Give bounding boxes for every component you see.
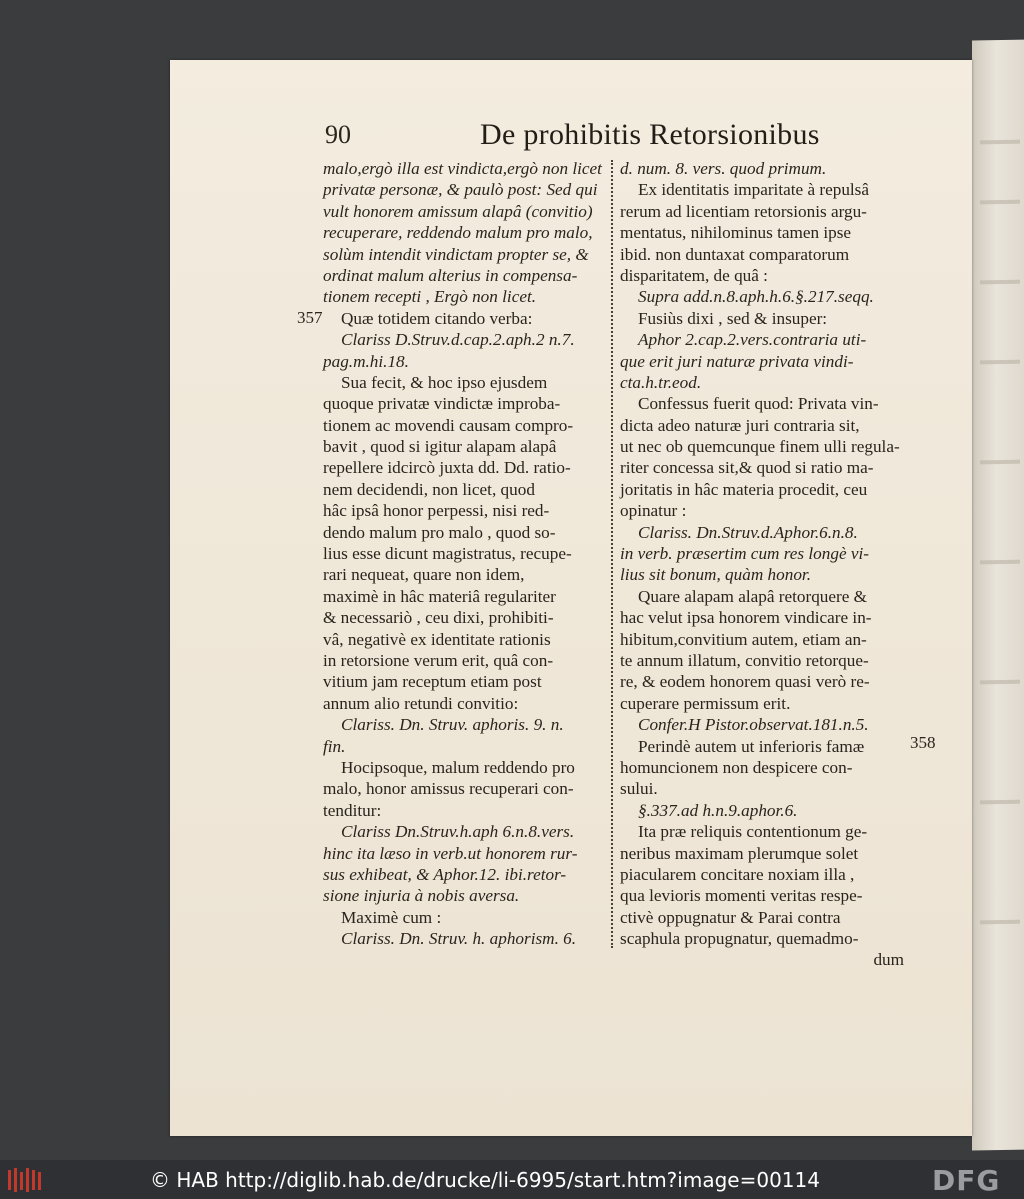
text-line: Sua fecit, & hoc ipso ejusdem (341, 372, 548, 392)
text-line: Ex identitatis imparitate à repulsâ (638, 180, 869, 200)
text-line: quoque privatæ vindictæ improba- (323, 394, 561, 414)
text-line: Quæ totidem citando verba: (341, 308, 533, 328)
text-line: nem decidendi, non licet, quod (323, 479, 535, 499)
text-line: in verb. præsertim cum res longè vi- (620, 544, 870, 564)
text-line: joritatis in hâc materia procedit, ceu (620, 479, 868, 499)
column-divider (611, 160, 614, 948)
text-line: repellere idcircò juxta dd. Dd. ratio- (323, 458, 571, 478)
text-line: malo, honor amissus recuperari con- (323, 779, 574, 799)
copyright-link[interactable]: © HAB http://diglib.hab.de/drucke/li-6995/start.htm?image=00114 (150, 1168, 820, 1192)
text-line: piacularem concitare noxiam illa , (620, 864, 855, 884)
text-line: rari nequeat, quare non idem, (323, 565, 525, 585)
text-line: Quare alapam alapâ retorquere & (638, 586, 868, 606)
text-line: in retorsione verum erit, quâ con- (323, 650, 554, 670)
text-line: vitium jam receptum etiam post (323, 672, 542, 692)
text-line: Hocipsoque, malum reddendo pro (341, 757, 575, 777)
text-line: te annum illatum, convitio retorque- (620, 650, 869, 670)
text-line: sione injuria à nobis aversa. (323, 886, 520, 906)
margin-note-left: 357 (297, 308, 323, 327)
text-line: solùm intendit vindictam propter se, & (323, 244, 589, 264)
page-number: 90 (325, 120, 351, 149)
viewer-footer (0, 1160, 1024, 1199)
text-line: ordinat malum alterius in compensa- (323, 265, 578, 285)
text-line: hâc ipsâ honor perpessi, nisi red- (323, 501, 550, 521)
text-line: & necessariò , ceu dixi, prohibiti- (323, 608, 554, 628)
text-line: bavit , quod si igitur alapam alapâ (323, 437, 557, 457)
text-line: mentatus, nihilominus tamen ipse (620, 223, 852, 243)
text-line: neribus maximam plerumque solet (620, 843, 859, 863)
hab-logo-icon (6, 1166, 46, 1194)
text-line: tenditur: (323, 800, 382, 820)
text-line: Maximè cum : (341, 907, 442, 927)
text-line: ibid. non duntaxat comparatorum (620, 244, 850, 264)
margin-note-right: 358 (910, 733, 936, 752)
text-line: hac velut ipsa honorem vindicare in- (620, 608, 872, 628)
text-line: Clariss. Dn.Struv.d.Aphor.6.n.8. (638, 522, 858, 542)
facing-page-edge (972, 39, 1024, 1150)
text-line: fin. (323, 736, 346, 756)
text-line: Confer.H Pistor.observat.181.n.5. (638, 715, 869, 735)
text-line: Ita præ reliquis contentionum ge- (638, 822, 868, 842)
text-line: sului. (620, 779, 658, 799)
right-column (620, 158, 908, 971)
text-line: dendo malum pro malo , quod so- (323, 522, 556, 542)
text-line: rerum ad licentiam retorsionis argu- (620, 201, 867, 221)
text-line: malo,ergò illa est vindicta,ergò non licet (323, 159, 602, 178)
text-line: vâ, negativè ex identitate rationis (323, 629, 551, 649)
text-line: ut nec ob quemcunque finem ulli regula- (620, 437, 900, 457)
text-line: Clariss. Dn. Struv. aphoris. 9. n. (341, 715, 564, 735)
text-line: qua levioris momenti veritas respe- (620, 886, 863, 906)
text-line: riter concessa sit,& quod si ratio ma- (620, 458, 874, 478)
text-line: privatæ personæ, & paulò post: Sed qui (323, 180, 598, 200)
text-line: cuperare permissum erit. (620, 693, 791, 713)
running-title: De prohibitis Retorsionibus (480, 118, 820, 151)
text-line: §.337.ad h.n.9.aphor.6. (638, 800, 798, 820)
text-line: cta.h.tr.eod. (620, 372, 702, 392)
text-line: d. num. 8. vers. quod primum. (620, 159, 827, 178)
text-line: Aphor 2.cap.2.vers.contraria uti- (638, 330, 867, 350)
text-line: dicta adeo naturæ juri contraria sit, (620, 415, 860, 435)
text-line: recuperare, reddendo malum pro malo, (323, 223, 593, 243)
text-line: scaphula propugnatur, quemadmo- (620, 929, 859, 949)
text-line: Confessus fuerit quod: Privata vin- (638, 394, 879, 414)
text-line: Fusiùs dixi , sed & insuper: (638, 308, 828, 328)
text-line: hinc ita læso in verb.ut honorem rur- (323, 843, 578, 863)
text-line: vult honorem amissum alapâ (convitio) (323, 201, 593, 221)
page-header (325, 118, 945, 158)
text-line: sus exhibeat, & Aphor.12. ibi.retor- (323, 864, 567, 884)
text-line: hibitum,convitium autem, etiam an- (620, 629, 867, 649)
text-line: Perindè autem ut inferioris famæ (638, 736, 865, 756)
book-page (170, 60, 972, 1136)
text-line: Clariss D.Struv.d.cap.2.aph.2 n.7. (341, 330, 575, 350)
text-line: que erit juri naturæ privata vindi- (620, 351, 854, 371)
text-line: tionem recepti , Ergò non licet. (323, 287, 537, 307)
text-line: disparitatem, de quâ : (620, 265, 768, 285)
text-line: Supra add.n.8.aph.h.6.§.217.seqq. (638, 287, 874, 307)
text-line: annum alio retundi convitio: (323, 693, 519, 713)
text-line: homuncionem non despicere con- (620, 757, 853, 777)
left-column (323, 158, 605, 949)
text-line: lius esse dicunt magistratus, recupe- (323, 544, 572, 564)
text-line: Clariss Dn.Struv.h.aph 6.n.8.vers. (341, 822, 575, 842)
text-line: Clariss. Dn. Struv. h. aphorism. 6. (341, 929, 577, 949)
text-line: opinatur : (620, 501, 687, 521)
text-line: lius sit bonum, quàm honor. (620, 565, 811, 585)
text-line: ctivè oppugnatur & Parai contra (620, 907, 841, 927)
text-line: dum (873, 950, 904, 970)
text-line: tionem ac movendi causam compro- (323, 415, 574, 435)
text-line: pag.m.hi.18. (323, 351, 409, 371)
text-line: re, & eodem honorem quasi verò re- (620, 672, 870, 692)
text-line: maximè in hâc materiâ regulariter (323, 586, 556, 606)
dfg-logo: DFG (932, 1164, 1001, 1197)
